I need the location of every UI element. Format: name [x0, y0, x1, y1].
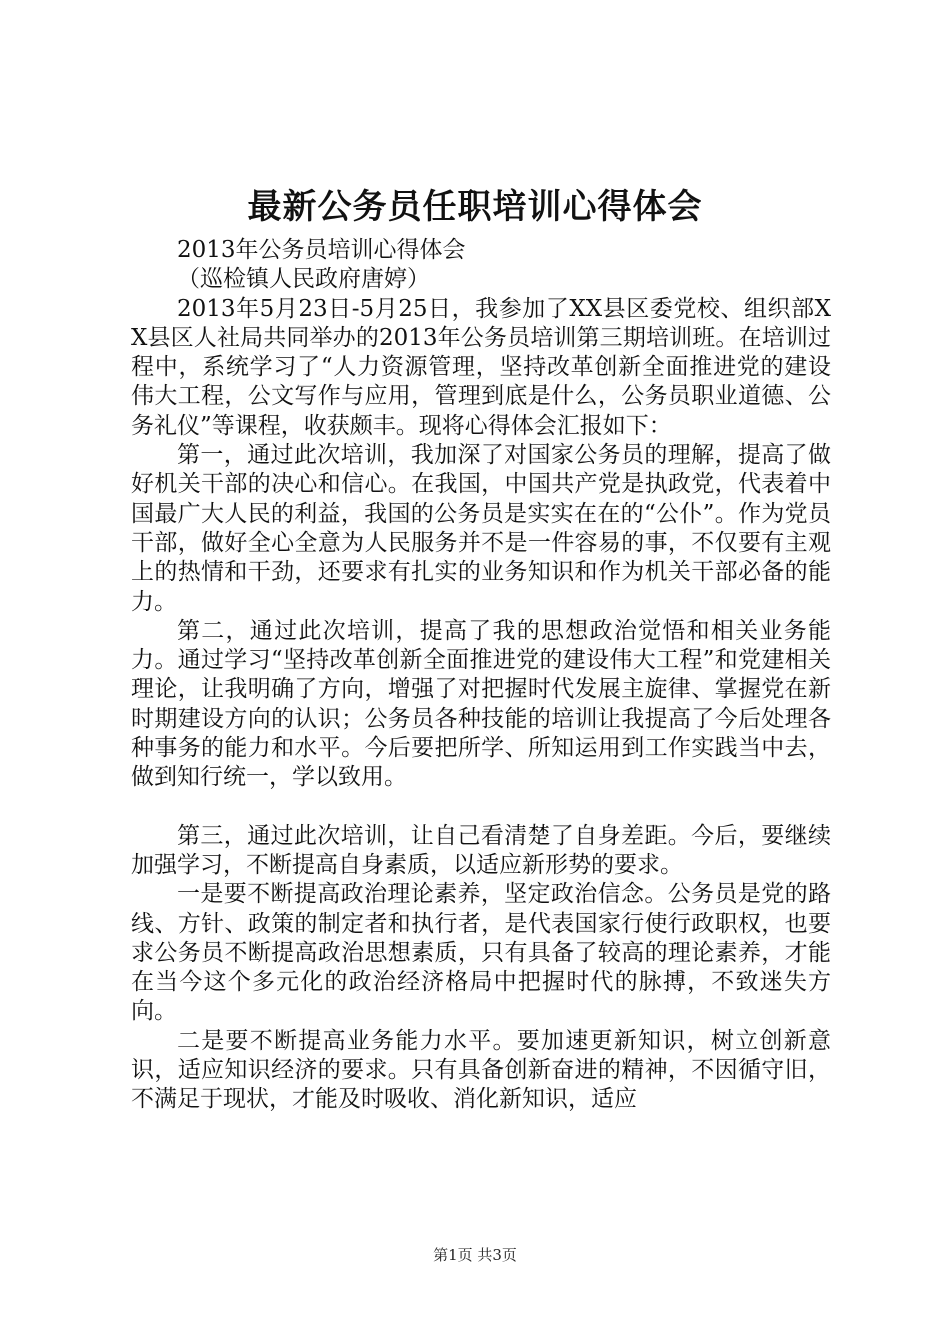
paragraph-point-two: 二是要不断提高业务能力水平。要加速更新知识，树立创新意识，适应知识经济的要求。只有具备创新奋进的精神，不因循守旧，不满足于现状，才能及时吸收、消化新知识，适应 [131, 1027, 831, 1113]
paragraph-intro: 2013年5月23日-5月25日，我参加了XX县区委党校、组织部XX县区人社局共同举办的2013年公务员培训第三期培训班。在培训过程中，系统学习了“人力资源管理，坚持改革创新全面推进党的建设伟大工程，公文写作与应用，管理到底是什么，公务员职业道德、公务礼仪”等课程，收获颇丰。现将心得体会汇报如下： [131, 295, 831, 439]
page-footer: 第1页 共3页 [433, 1246, 517, 1264]
paragraph-second: 第二，通过此次培训，提高了我的思想政治觉悟和相关业务能力。通过学习“坚持改革创新全面推进党的建设伟大工程”和党建相关理论，让我明确了方向，增强了对把握时代发展主旋律、掌握党在新时期建设方向的认识；公务员各种技能的培训让我提高了今后处理各种事务的能力和水平。今后要把所学、所知运用到工作实践当中去，做到知行统一，学以致用。 [131, 617, 831, 791]
document-title: 最新公务员任职培训心得体会 [247, 187, 703, 227]
paragraph-first: 第一，通过此次培训，我加深了对国家公务员的理解，提高了做好机关干部的决心和信心。在我国，中国共产党是执政党，代表着中国最广大人民的利益，我国的公务员是实实在在的“公仆”。作为党员干部，做好全心全意为人民服务并不是一件容易的事，不仅要有主观上的热情和干劲，还要求有扎实的业务知识和作为机关干部必备的能力。 [131, 442, 831, 615]
paragraph-point-one: 一是要不断提高政治理论素养，坚定政治信念。公务员是党的路线、方针、政策的制定者和执行者，是代表国家行使行政职权，也要求公务员不断提高政治思想素质，只有具备了较高的理论素养，才能在当今这个多元化的政治经济格局中把握时代的脉搏，不致迷失方向。 [131, 881, 831, 1025]
document-body [131, 236, 831, 1115]
paragraph-author: （巡检镇人民政府唐婷） [177, 266, 430, 293]
paragraph-third: 第三，通过此次培训，让自己看清楚了自身差距。今后，要继续加强学习，不断提高自身素质，以适应新形势的要求。 [131, 822, 831, 878]
paragraph-subtitle: 2013年公务员培训心得体会 [177, 237, 466, 263]
